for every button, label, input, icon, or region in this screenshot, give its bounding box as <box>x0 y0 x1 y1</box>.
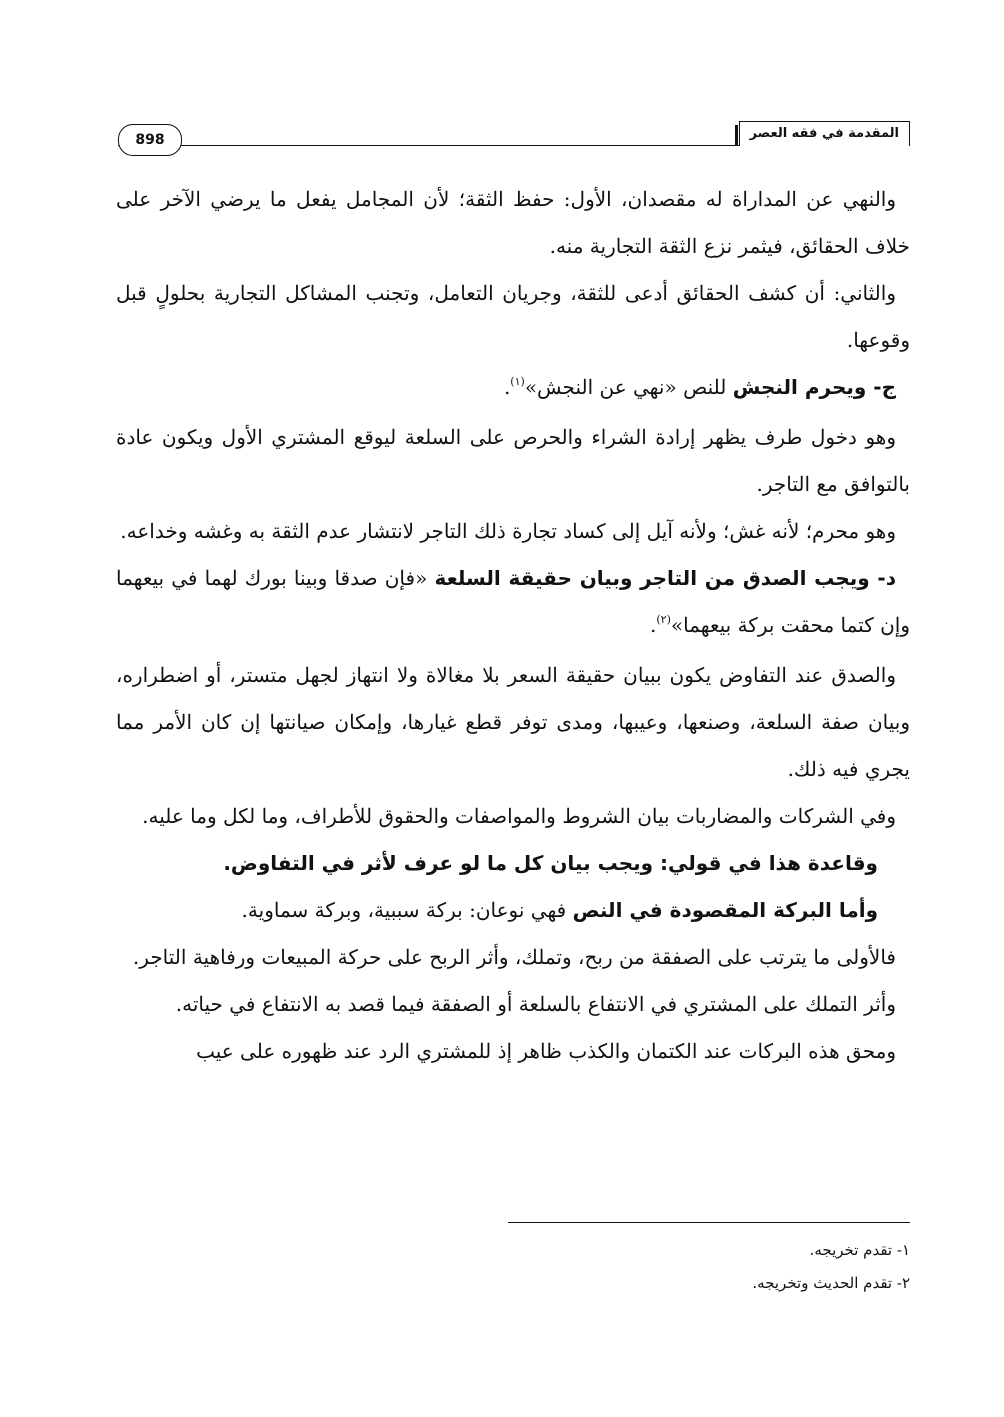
paragraph: وهو دخول طرف يظهر إرادة الشراء والحرص على السلعة ليوقع المشتري الأول ويكون عادة بالتوافق مع التاجر. <box>116 425 910 496</box>
footnote-ref: (٢) <box>656 613 671 626</box>
paragraph-tail: . <box>503 375 511 399</box>
paragraph: والنهي عن المداراة له مقصدان، الأول: حفظ الثقة؛ لأن المجامل يفعل ما يرضي الآخر على خلاف الحقائق، فيثمر نزع الثقة التجارية منه. <box>116 187 910 258</box>
rule-heading: وقاعدة هذا في قولي: ويجب بيان كل ما لو عرف لأثر في التفاوض. <box>223 851 878 875</box>
paragraph: ومحق هذه البركات عند الكتمان والكذب ظاهر إذ للمشتري الرد عند ظهوره على عيب <box>196 1039 896 1063</box>
footnote-ref: (١) <box>510 375 525 388</box>
paragraph: وأثر التملك على المشتري في الانتفاع بالسلعة أو الصفقة فيما قصد به الانتفاع في حياته. <box>175 992 896 1016</box>
footnotes <box>116 1234 910 1300</box>
paragraph <box>116 887 910 934</box>
section-heading: د- ويجب الصدق من التاجر وبيان حقيقة السلعة <box>434 566 896 590</box>
paragraph: والصدق عند التفاوض يكون ببيان حقيقة السعر بلا مغالاة ولا انتهاز لجهل متستر، أو اضطراره، وبيان صفة السلعة، وصنعها، وعيبها، ومدى توفر قطع غيارها، وإمكان صيانتها إن كان الأمر مما يجري فيه ذلك. <box>116 663 910 781</box>
book-title: المقدمة في فقه العصر <box>739 121 910 146</box>
paragraph <box>116 555 910 652</box>
paragraph-tail: . <box>649 613 657 637</box>
paragraph-text: للنص «نهي عن النجش» <box>524 375 733 399</box>
body-text <box>116 176 910 1075</box>
paragraph: وفي الشركات والمضاربات بيان الشروط والمواصفات والحقوق للأطراف، وما لكل وما عليه. <box>142 804 896 828</box>
footnote: ١- تقدم تخريجه. <box>809 1241 910 1259</box>
rule-statement <box>116 840 910 887</box>
paragraph: وهو محرم؛ لأنه غش؛ ولأنه آيل إلى كساد تجارة ذلك التاجر لانتشار عدم الثقة به وغشه وخداعه. <box>120 519 896 543</box>
footnote-separator <box>508 1222 910 1223</box>
paragraph <box>116 364 910 414</box>
section-heading: وأما البركة المقصودة في النص <box>572 898 878 922</box>
page-header <box>118 116 910 156</box>
paragraph: والثاني: أن كشف الحقائق أدعى للثقة، وجريان التعامل، وتجنب المشاكل التجارية بحلولٍ قبل وقوعها. <box>116 281 910 352</box>
paragraph-text: فهي نوعان: بركة سببية، وبركة سماوية. <box>241 898 573 922</box>
paragraph: فالأولى ما يترتب على الصفقة من ربح، وتملك، وأثر الربح على حركة المبيعات ورفاهية التاجر. <box>132 945 896 969</box>
section-heading: ج- ويحرم النجش <box>732 375 896 399</box>
page-number: 898 <box>118 124 182 156</box>
footnote: ٢- تقدم الحديث وتخريجه. <box>752 1274 910 1292</box>
paragraph-text: «فإن صدقا وبينا بورك لهما في بيعهما وإن كتما محقت بركة بيعهما» <box>116 566 910 637</box>
